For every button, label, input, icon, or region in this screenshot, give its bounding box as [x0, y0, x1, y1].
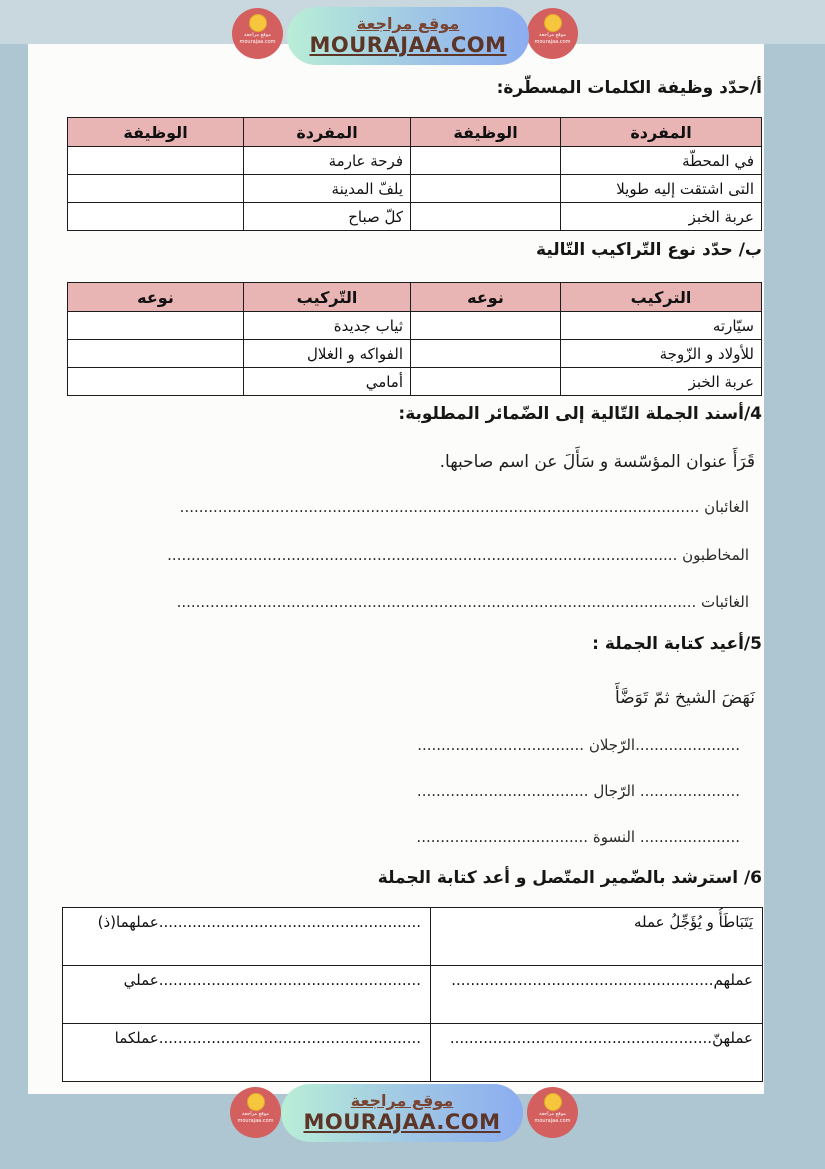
badge-text-arabic: موقع مراجعة	[539, 1111, 566, 1117]
brand-name-arabic: موقع مراجعة	[356, 13, 460, 33]
badge-logo-icon	[247, 1093, 265, 1111]
table-cell: يلفّ المدينة	[244, 175, 411, 203]
table-row	[68, 175, 762, 203]
answer-line-niswa: ..................... النسوة ....................................	[416, 828, 740, 846]
badge-domain-text: mourajaa.com	[534, 1117, 571, 1124]
table-cell	[68, 175, 244, 203]
answer-line-rajulan: ......................الرّجلان ...................................	[417, 736, 740, 754]
table-row	[63, 966, 763, 1024]
answer-line-rijal: ..................... الرّجال ....................................	[416, 782, 740, 800]
column-header: التركيب	[561, 283, 762, 312]
table-cell	[68, 147, 244, 175]
section-4-sentence: قَرَأَ عنوان المؤسّسة و سَأَلَ عن اسم صاحبها.	[439, 452, 755, 472]
table-cell: الفواكه و الغلال	[244, 340, 411, 368]
badge-domain-text: mourajaa.com	[534, 38, 571, 45]
section-b-title: ب/ حدّد نوع التّراكيب التّالية	[536, 240, 762, 260]
answer-line-ghaiban: الغائبان .............................................................................................................	[179, 498, 749, 516]
header-brand-pill	[287, 7, 529, 65]
brand-name-arabic: موقع مراجعة	[350, 1090, 454, 1110]
table-row	[68, 368, 762, 396]
table-cell	[411, 147, 561, 175]
table-cell	[68, 203, 244, 231]
table-cell: للأولاد و الزّوجة	[561, 340, 762, 368]
table-row	[68, 340, 762, 368]
table-header-row	[68, 283, 762, 312]
badge-text-arabic: موقع مراجعة	[539, 32, 566, 38]
badge-logo-icon	[544, 14, 562, 32]
table-cell: سيّارته	[561, 312, 762, 340]
table-cell: عملهم.......................................................	[431, 966, 763, 1024]
table-row	[63, 1024, 763, 1082]
table-cell: .......................................................عملكما	[63, 1024, 431, 1082]
table-cell: .......................................................عملي	[63, 966, 431, 1024]
column-header: المفردة	[244, 118, 411, 147]
brand-badge	[230, 1087, 281, 1138]
column-header: التّركيب	[244, 283, 411, 312]
answer-line-mukhatabun: المخاطبون ...........................................................................................................	[167, 546, 749, 564]
table-cell	[68, 312, 244, 340]
section-4-title: 4/أسند الجملة التّالية إلى الضّمائر المطلوبة:	[398, 404, 762, 424]
column-header: نوعه	[68, 283, 244, 312]
column-header: المفردة	[561, 118, 762, 147]
table-cell: .......................................................عملهما(ذ)	[63, 908, 431, 966]
badge-logo-icon	[544, 1093, 562, 1111]
footer-brand-pill	[281, 1084, 523, 1142]
table-row	[68, 147, 762, 175]
table-cell: عملهنّ.......................................................	[431, 1024, 763, 1082]
table-cell	[411, 340, 561, 368]
column-header: نوعه	[411, 283, 561, 312]
section-a-title: أ/حدّد وظيفة الكلمات المسطّرة:	[496, 78, 762, 98]
table-cell: أمامي	[244, 368, 411, 396]
table-cell	[411, 203, 561, 231]
table-cell: ثياب جديدة	[244, 312, 411, 340]
section-6-table	[62, 907, 763, 1082]
table-cell	[411, 175, 561, 203]
table-cell: في المحطّة	[561, 147, 762, 175]
section-5-sentence: نَهَضَ الشيخ ثمّ تَوَضَّأَ	[615, 688, 755, 708]
badge-domain-text: mourajaa.com	[239, 38, 276, 45]
brand-badge	[232, 8, 283, 59]
table-cell	[68, 368, 244, 396]
table-cell	[411, 368, 561, 396]
table-header-row	[68, 118, 762, 147]
table-cell: يَتَبَاطَأُ و يُؤَجِّلُ عمله	[431, 908, 763, 966]
table-cell	[68, 340, 244, 368]
section-a-table	[67, 117, 762, 231]
answer-line-ghaibat: الغائبات .............................................................................................................	[176, 593, 749, 611]
badge-text-arabic: موقع مراجعة	[244, 32, 271, 38]
table-cell: عربة الخبز	[561, 368, 762, 396]
brand-badge	[527, 8, 578, 59]
table-row	[68, 203, 762, 231]
table-cell: التى اشتقت إليه طويلا	[561, 175, 762, 203]
table-cell: كلّ صباح	[244, 203, 411, 231]
section-6-title: 6/ استرشد بالضّمير المتّصل و أعد كتابة الجملة	[377, 868, 762, 888]
table-cell: فرحة عارمة	[244, 147, 411, 175]
badge-logo-icon	[249, 14, 267, 32]
table-cell: عربة الخبز	[561, 203, 762, 231]
section-5-title: 5/أعيد كتابة الجملة :	[592, 634, 762, 654]
section-b-table	[67, 282, 762, 396]
table-cell	[411, 312, 561, 340]
brand-domain: MOURAJAA.COM	[303, 1110, 501, 1134]
column-header: الوظيفة	[68, 118, 244, 147]
table-row	[63, 908, 763, 966]
brand-badge	[527, 1087, 578, 1138]
badge-domain-text: mourajaa.com	[237, 1117, 274, 1124]
brand-domain: MOURAJAA.COM	[309, 33, 507, 57]
badge-text-arabic: موقع مراجعة	[242, 1111, 269, 1117]
column-header: الوظيفة	[411, 118, 561, 147]
table-row	[68, 312, 762, 340]
